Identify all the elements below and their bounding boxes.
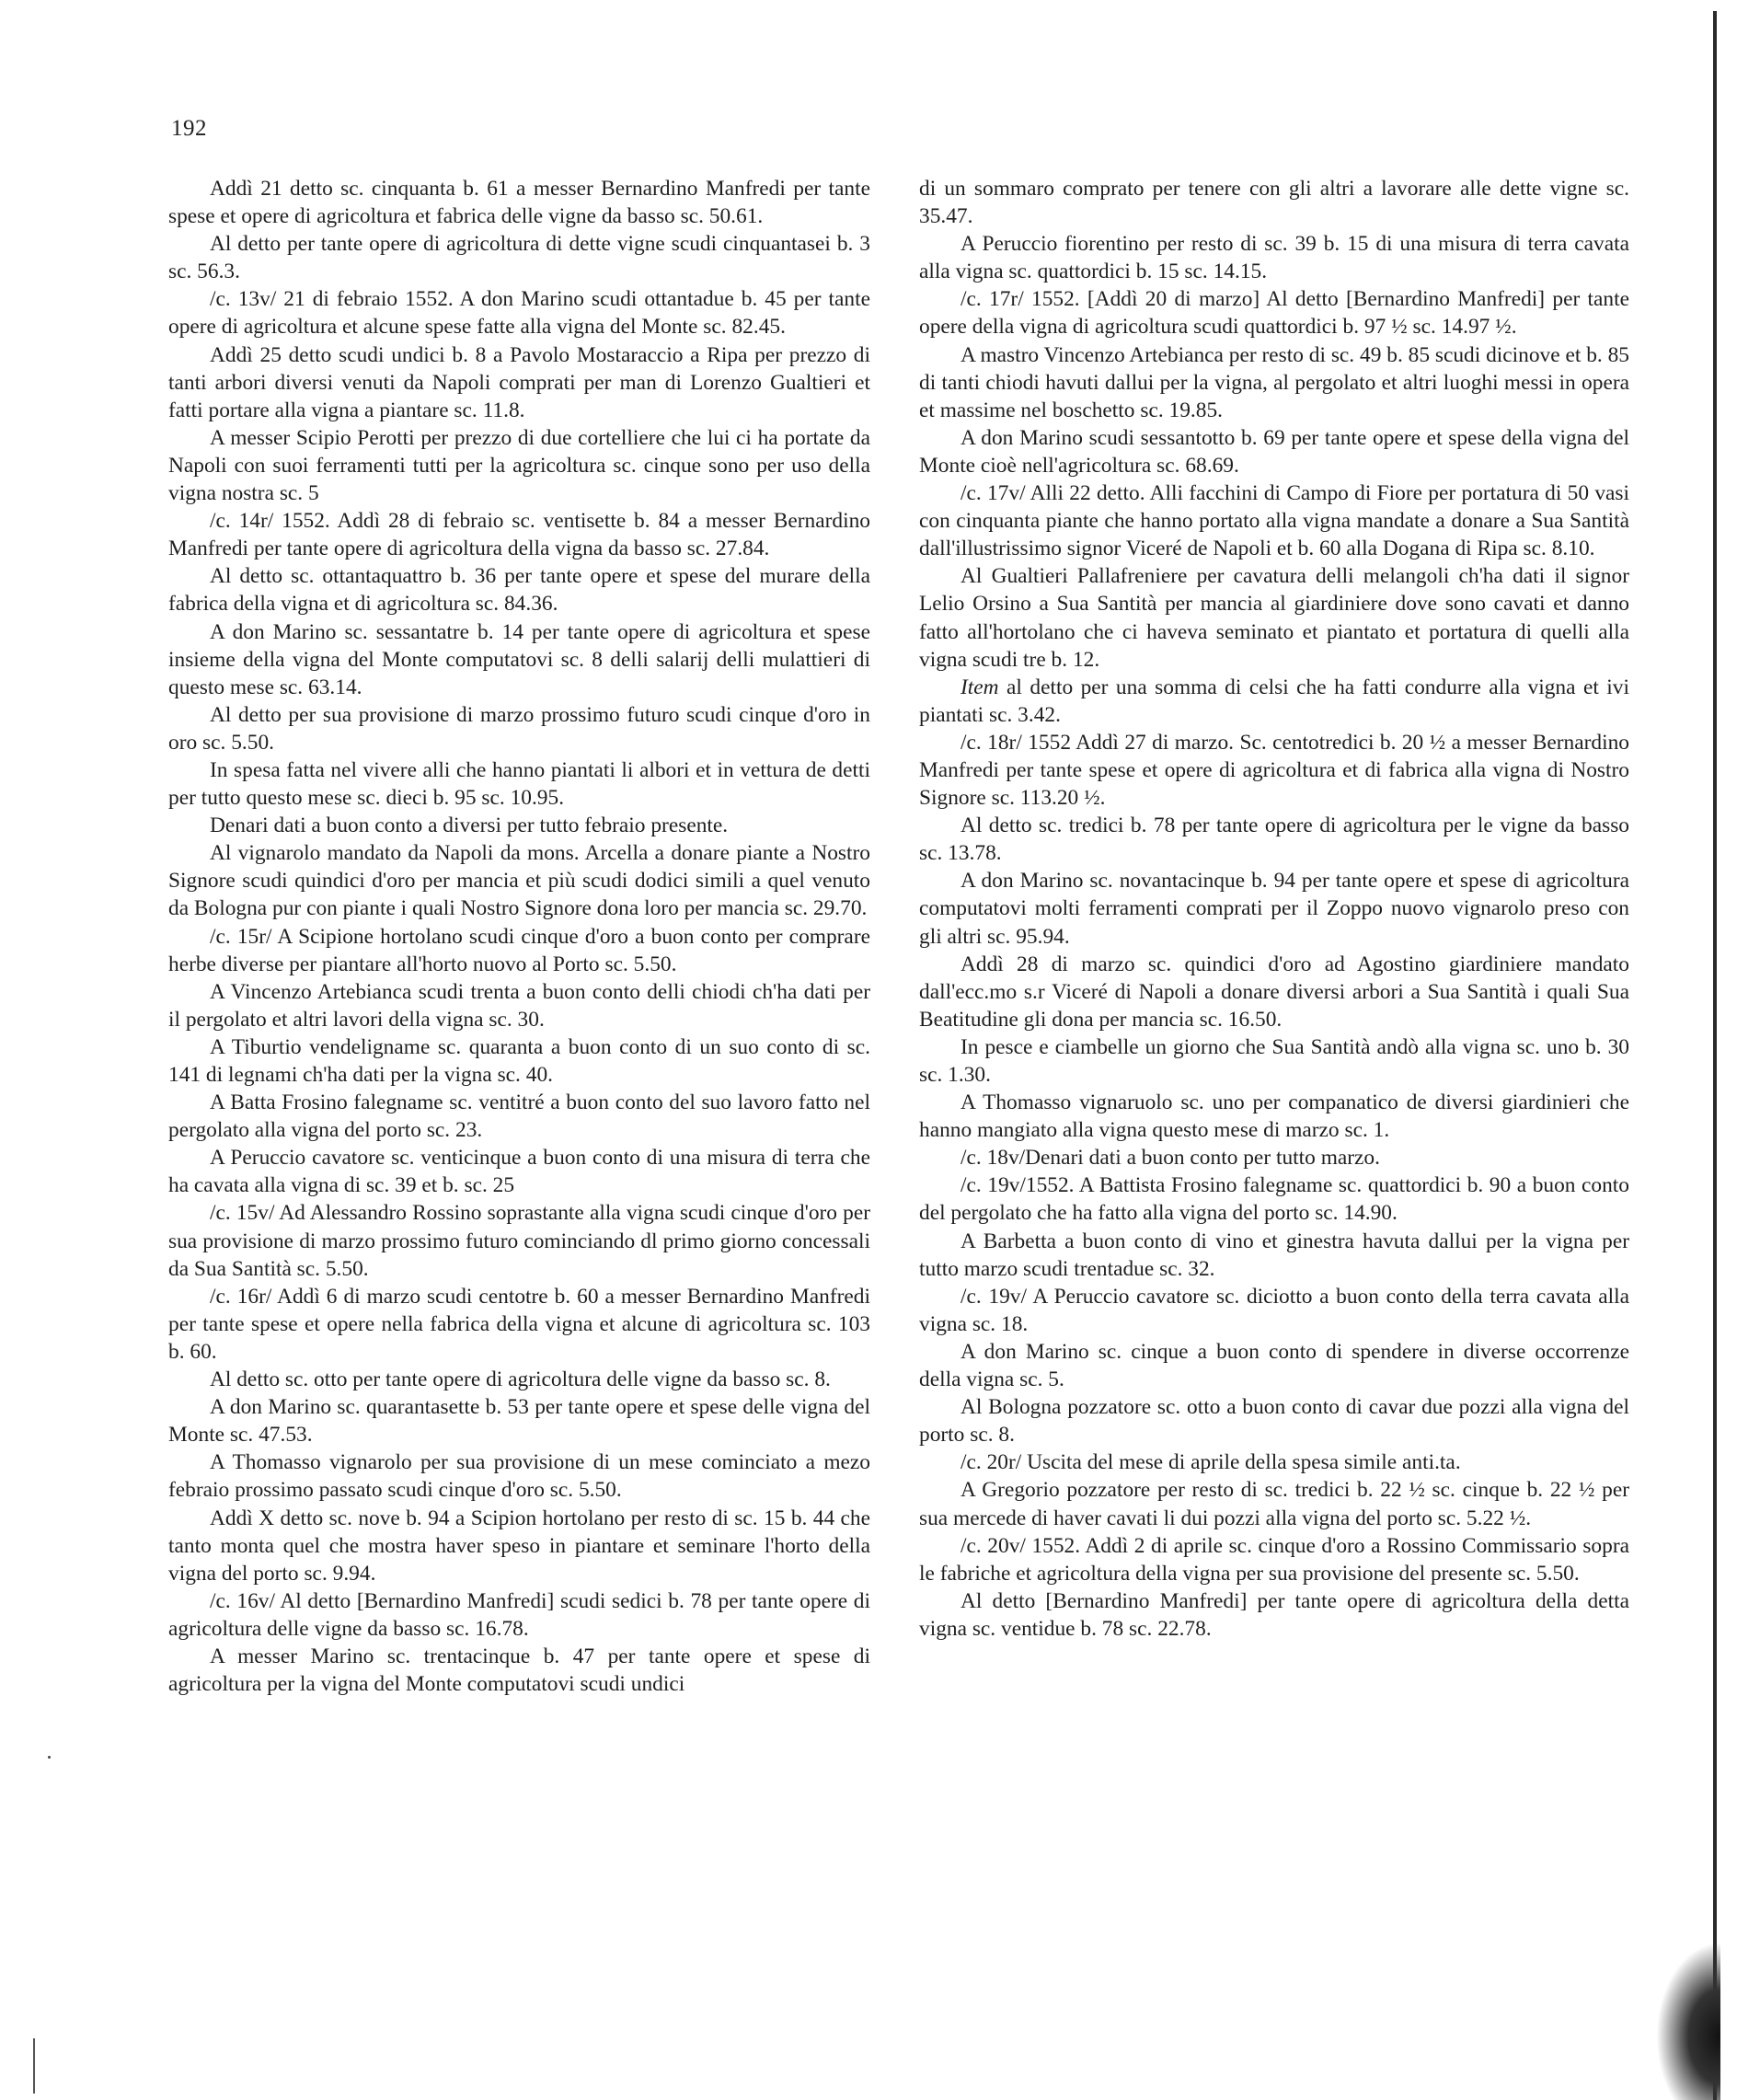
entry-right-8 <box>919 674 1629 729</box>
entry-right-20: Al Bologna pozzatore sc. otto a buon conto di cavar due pozzi alla vigna del porto sc. 8. <box>919 1395 1629 1448</box>
entry-right-21: /c. 20r/ Uscita del mese di aprile della spesa simile anti.ta. <box>961 1450 1461 1475</box>
entry-left-22: A Thomasso vignarolo per sua provisione di un mese cominciato a mezo febraio prossimo passato scudi cinque d'oro sc. 5.50. <box>168 1450 870 1503</box>
entry-right-13: In pesce e ciambelle un giorno che Sua Santità andò alla vigna sc. uno b. 30 sc. 1.30. <box>919 1034 1629 1087</box>
entry-right-10: Al detto sc. tredici b. 78 per tante opere di agricoltura per le vigne da basso sc. 13.78. <box>919 813 1629 866</box>
entry-right-15: /c. 18v/Denari dati a buon conto per tutto marzo. <box>961 1146 1380 1171</box>
entry-left-18: /c. 15v/ Ad Alessandro Rossino soprastante alla vigna scudi cinque d'oro per sua provisione di marzo prossimo futuro cominciando dl primo giorno concessali da Sua Santità sc. 5.50. <box>168 1201 870 1281</box>
entry-right-7: Al Gualtieri Pallafreniere per cavatura delli melangoli ch'ha dati il signor Lelio Orsino a Sua Santità per mancia al giardiniere dove sono cavati et danno fatto all'hortolano che ci haveva seminato et piantato et portatura di quelli alla vigna scudi tre b. 12. <box>919 564 1629 672</box>
entry-right-9: /c. 18r/ 1552 Addì 27 di marzo. Sc. centotredici b. 20 ½ a messer Bernardino Manfredi per tante spese et opere di agricoltura et di fabrica alla vigna di Nostro Signore sc. 113.20 ½. <box>919 730 1629 811</box>
entry-right-1: di un sommaro comprato per tenere con gli altri a lavorare alle dette vigne sc. 35.47. <box>919 177 1629 229</box>
entry-left-20: Al detto sc. otto per tante opere di agricoltura delle vigne da basso sc. 8. <box>210 1367 831 1392</box>
entry-right-17: A Barbetta a buon conto di vino et ginestra havuta dallui per la vigna per tutto marzo scudi trentadue sc. 32. <box>919 1229 1629 1281</box>
entry-left-6: /c. 14r/ 1552. Addì 28 di febraio sc. ventisette b. 84 a messer Bernardino Manfredi per tante opere di agricoltura della vigna da basso sc. 27.84. <box>168 509 870 561</box>
entry-right-23: /c. 20v/ 1552. Addì 2 di aprile sc. cinque d'oro a Rossino Commissario sopra le fabriche et agricoltura della vigna per sua provisione del presente sc. 5.50. <box>919 1533 1629 1586</box>
entry-left-11: Denari dati a buon conto a diversi per tutto febraio presente. <box>210 813 729 838</box>
entry-left-4: Addì 25 detto scudi undici b. 8 a Pavolo Mostaraccio a Ripa per prezzo di tanti arbori diversi venuti da Napoli comprati per man di Lorenzo Gualtieri et fatti portare alla vigna a piantare sc. 11.8. <box>168 342 870 422</box>
entry-right-11: A don Marino sc. novantacinque b. 94 per tante opere et spese di agricoltura computatovi molti ferramenti comprati per il Zoppo nuovo vignarolo preso con gli altri sc. 95.94. <box>919 869 1629 949</box>
item-word: Item <box>961 675 999 699</box>
entry-left-3: /c. 13v/ 21 di febraio 1552. A don Marino scudi ottantadue b. 45 per tante opere di agricoltura et alcune spese fatte alla vigna del Monte sc. 82.45. <box>168 287 870 340</box>
entry-right-12: Addì 28 di marzo sc. quindici d'oro ad Agostino giardiniere mandato dall'ecc.mo s.r Viceré di Napoli a donare diversi arbori a Sua Santità i quali Sua Beatitudine gli dona per mancia sc. 16.50. <box>919 952 1629 1032</box>
binding-shadow <box>1656 1942 1720 2100</box>
entry-right-18: /c. 19v/ A Peruccio cavatore sc. diciotto a buon conto della terra cavata alla vigna sc. 18. <box>919 1284 1629 1336</box>
entry-left-25: A messer Marino sc. trentacinque b. 47 per tante opere et spese di agricoltura per la vigna del Monte computatovi scudi undici <box>168 1644 870 1697</box>
entry-left-12: Al vignarolo mandato da Napoli da mons. Arcella a donare piante a Nostro Signore scudi quindici d'oro per mancia et più scudi dodici simili a quel venuto da Bologna pur con piante i quali Nostro Signore dona loro per mancia sc. 29.70. <box>168 841 870 921</box>
entry-left-10: In spesa fatta nel vivere alli che hanno piantati li albori et in vettura de detti per tutto questo mese sc. dieci b. 95 sc. 10.95. <box>168 757 870 811</box>
entry-right-14: A Thomasso vignaruolo sc. uno per companatico de diversi giardinieri che hanno mangiato alla vigna questo mese di marzo sc. 1. <box>919 1090 1629 1143</box>
entry-left-13: /c. 15r/ A Scipione hortolano scudi cinque d'oro a buon conto per comprare herbe diverse per piantare all'horto nuovo al Porto sc. 5.50. <box>168 924 870 976</box>
scan-speck <box>48 1756 51 1759</box>
entry-right-6: /c. 17v/ Alli 22 detto. Alli facchini di Campo di Fiore per portatura di 50 vasi con cinquanta piante che hanno portato alla vigna mandate a donare a Sua Santità dall'illustrissimo signor Viceré de Napoli et b. 60 alla Dogana di Ripa sc. 8.10. <box>919 481 1629 561</box>
entry-right-22: A Gregorio pozzatore per resto di sc. tredici b. 22 ½ sc. cinque b. 22 ½ per sua mercede di haver cavati li dui pozzi alla vigna del porto sc. 5.22 ½. <box>919 1478 1629 1530</box>
entry-right-8-text: al detto per una somma di celsi che ha fatti condurre alla vigna et ivi piantati sc. 3.42. <box>919 675 1629 727</box>
entry-left-19: /c. 16r/ Addì 6 di marzo scudi centotre b. 60 a messer Bernardino Manfredi per tante spese et opere nella fabrica della vigna et alcune di agricoltura sc. 103 b. 60. <box>168 1284 870 1364</box>
entry-left-14: A Vincenzo Artebianca scudi trenta a buon conto delli chiodi ch'ha dati per il pergolato et altri lavori della vigna sc. 30. <box>168 979 870 1032</box>
entry-right-2: A Peruccio fiorentino per resto di sc. 39 b. 15 di una misura di terra cavata alla vigna sc. quattordici b. 15 sc. 14.15. <box>919 232 1629 284</box>
page-number: 192 <box>171 116 207 141</box>
entry-left-17: A Peruccio cavatore sc. venticinque a buon conto di una misura di terra che ha cavata alla vigna di sc. 39 et b. sc. 25 <box>168 1146 870 1198</box>
entry-left-1: Addì 21 detto sc. cinquanta b. 61 a messer Bernardino Manfredi per tante spese et opere di agricoltura et fabrica delle vigne da basso sc. 50.61. <box>168 177 870 229</box>
entry-left-7: Al detto sc. ottantaquattro b. 36 per tante opere et spese del murare della fabrica della vigna et di agricoltura sc. 84.36. <box>168 564 870 617</box>
entry-left-8: A don Marino sc. sessantatre b. 14 per tante opere di agricoltura et spese insieme della vigna del Monte computatovi sc. 8 delli salarij delli mulattieri di questo mese sc. 63.14. <box>168 619 870 699</box>
binding-edge-line <box>1713 11 1717 2100</box>
entry-right-24: Al detto [Bernardino Manfredi] per tante opere di agricoltura della detta vigna sc. ventidue b. 78 sc. 22.78. <box>919 1588 1629 1641</box>
entry-left-16: A Batta Frosino falegname sc. ventitré a buon conto del suo lavoro fatto nel pergolato alla vigna del porto sc. 23. <box>168 1090 870 1143</box>
entry-left-15: A Tiburtio vendeligname sc. quaranta a buon conto di un suo conto di sc. 141 di legnami ch'ha dati per la vigna sc. 40. <box>168 1034 870 1087</box>
entry-left-9: Al detto per sua provisione di marzo prossimo futuro scudi cinque d'oro in oro sc. 5.50. <box>168 702 870 755</box>
entry-left-2: Al detto per tante opere di agricoltura di dette vigne scudi cinquantasei b. 3 sc. 56.3. <box>168 232 870 284</box>
entry-right-19: A don Marino sc. cinque a buon conto di spendere in diverse occorrenze della vigna sc. 5. <box>919 1339 1629 1392</box>
entry-right-4: A mastro Vincenzo Artebianca per resto di sc. 49 b. 85 scudi dicinove et b. 85 di tanti chiodi havuti dallui per la vigna, al pergolato et altri luoghi messi in opera et massime nel boschetto sc. 19.85. <box>919 342 1629 422</box>
entry-left-23: Addì X detto sc. nove b. 94 a Scipion hortolano per resto di sc. 15 b. 44 che tanto monta quel che mostra haver speso in piantare et seminare l'horto della vigna del porto sc. 9.94. <box>168 1506 870 1586</box>
entry-left-5: A messer Scipio Perotti per prezzo di due cortelliere che lui ci ha portate da Napoli con suoi ferramenti tutti per la agricoltura sc. cinque sono per uso della vigna nostra sc. 5 <box>168 425 870 506</box>
entry-left-24: /c. 16v/ Al detto [Bernardino Manfredi] scudi sedici b. 78 per tante opere di agricoltura delle vigne da basso sc. 16.78. <box>168 1588 870 1641</box>
scan-margin-mark <box>33 2038 35 2094</box>
entry-right-3: /c. 17r/ 1552. [Addì 20 di marzo] Al detto [Bernardino Manfredi] per tante opere della vigna di agricoltura scudi quattordici b. 97 ½ sc. 14.97 ½. <box>919 287 1629 340</box>
right-column <box>919 175 1629 1643</box>
entry-right-5: A don Marino scudi sessantotto b. 69 per tante opere et spese della vigna del Monte cioè nell'agricoltura sc. 68.69. <box>919 425 1629 478</box>
entry-right-16: /c. 19v/1552. A Battista Frosino falegname sc. quattordici b. 90 a buon conto del pergolato che ha fatto alla vigna del porto sc. 14.90. <box>919 1173 1629 1226</box>
entry-left-21: A don Marino sc. quarantasette b. 53 per tante opere et spese delle vigna del Monte sc. 47.53. <box>168 1395 870 1448</box>
left-column <box>168 175 870 1698</box>
